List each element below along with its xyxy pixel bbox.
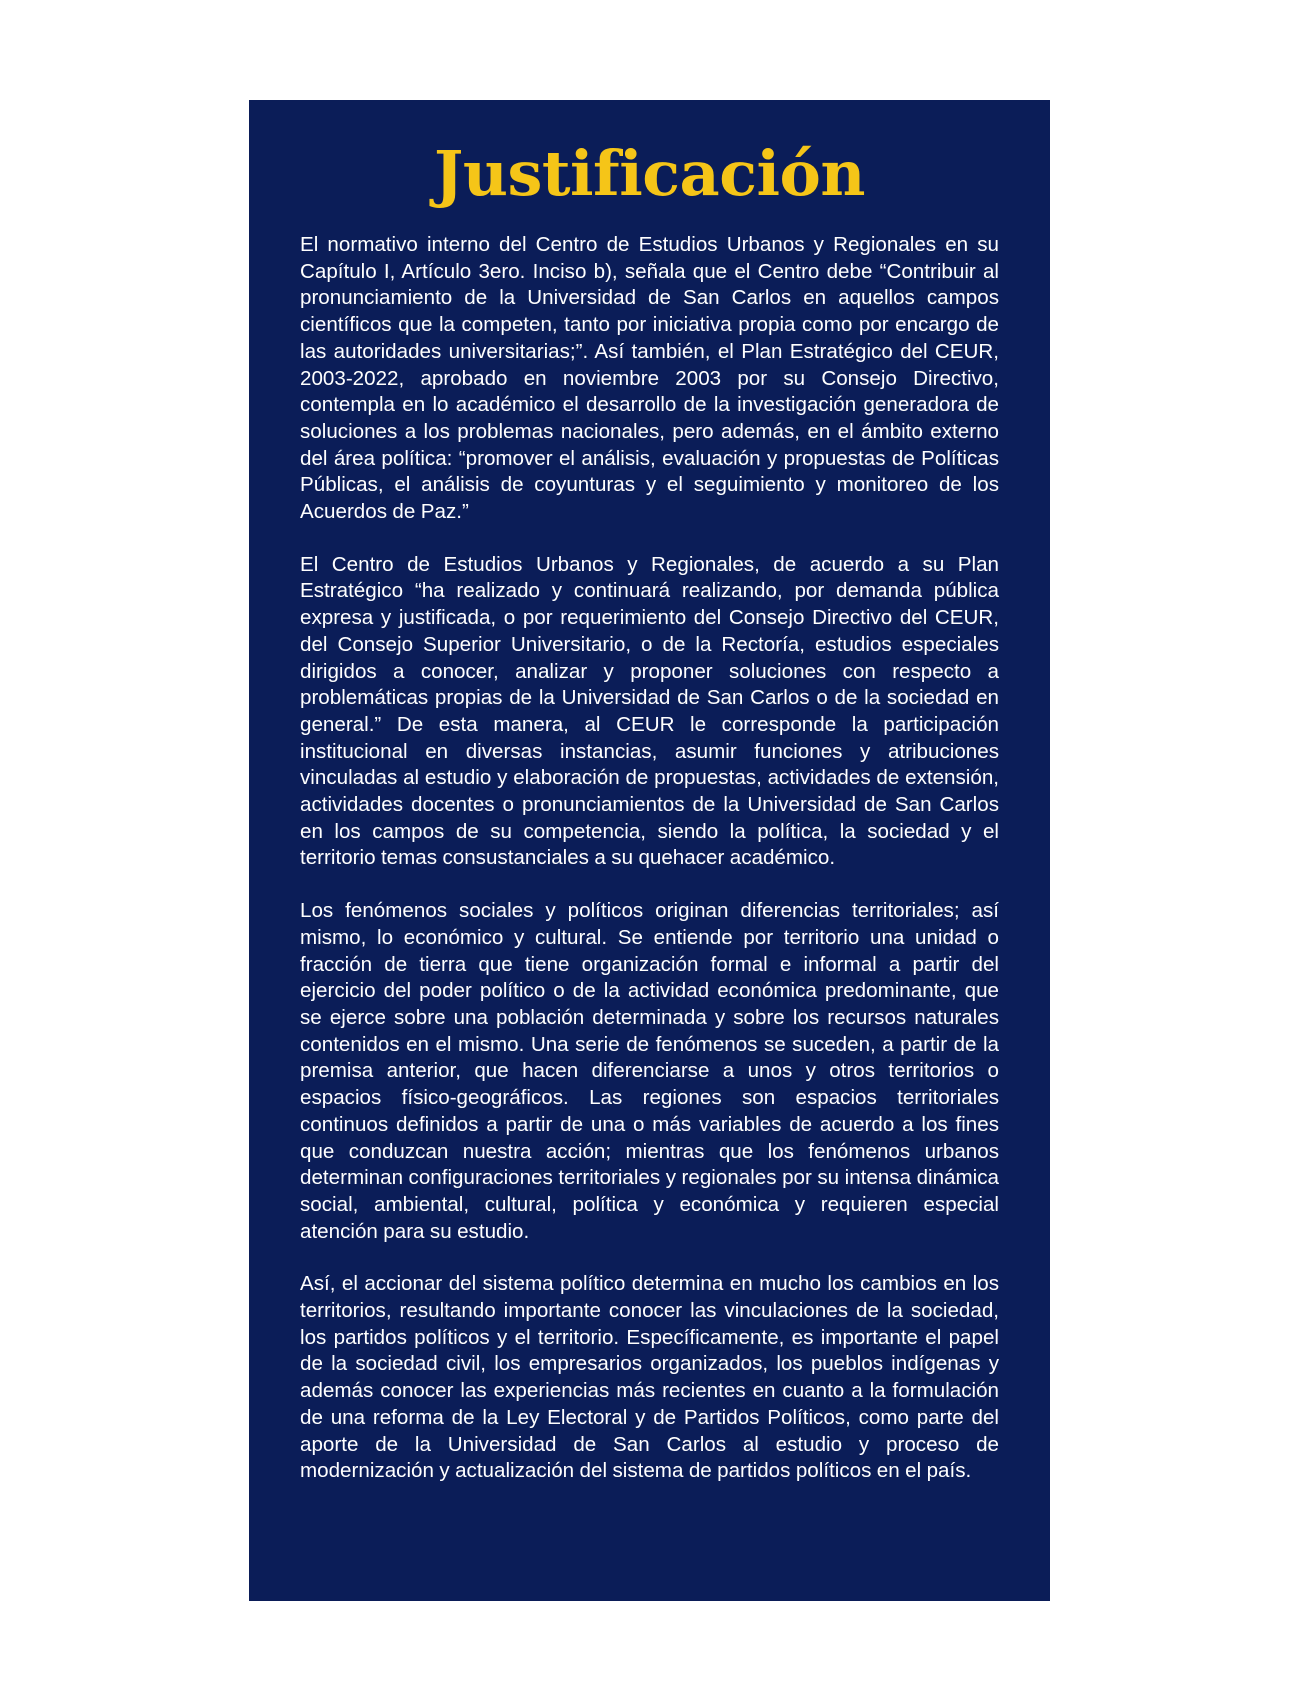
paragraph-4: Así, el accionar del sistema político determina en mucho los cambios en los territorios, resultando importante conocer las vinculaciones de la sociedad, los partidos políticos y el territorio. Específicamente, es importante el papel de la sociedad civil, los empresarios organizados, los pueblos indígenas y además conocer las experiencias más recientes en cuanto a la formulación de una reforma de la Ley Electoral y de Partidos Políticos, como parte del aporte de la Universidad de San Carlos al estudio y proceso de modernización y actualización del sistema de partidos políticos en el país. [300, 1272, 999, 1483]
paragraph-2: El Centro de Estudios Urbanos y Regionales, de acuerdo a su Plan Estratégico “ha realizado y continuará realizando, por demanda pública expresa y justificada, o por requerimiento del Consejo Directivo del CEUR, del Consejo Superior Universitario, o de la Rectoría, estudios especiales dirigidos a conocer, analizar y proponer soluciones con respecto a problemáticas propias de la Universidad de San Carlos o de la sociedad en general.” De esta manera, al CEUR le corresponde la participación institucional en diversas instancias, asumir funciones y atribuciones vinculadas al estudio y elaboración de propuestas, actividades de extensión, actividades docentes o pronunciamientos de la Universidad de San Carlos en los campos de su competencia, siendo la política, la sociedad y el territorio temas consustanciales a su quehacer académico. [300, 552, 999, 870]
body-text [300, 232, 999, 1485]
page-title: Justificación [434, 137, 865, 210]
paragraph-1: El normativo interno del Centro de Estudios Urbanos y Regionales en su Capítulo I, Artículo 3ero. Inciso b), señala que el Centro debe “Contribuir al pronunciamiento de la Universidad de San Carlos en aquellos campos científicos que la competen, tanto por iniciativa propia como por encargo de las autoridades universitarias;”. Así también, el Plan Estratégico del CEUR, 2003-2022, aprobado en noviembre 2003 por su Consejo Directivo, contempla en lo académico el desarrollo de la investigación generadora de soluciones a los problemas nacionales, pero además, en el ámbito externo del área política: “promover el análisis, evaluación y propuestas de Políticas Públicas, el análisis de coyunturas y el seguimiento y monitoreo de los Acuerdos de Paz.” [300, 233, 999, 524]
paragraph-3: Los fenómenos sociales y políticos originan diferencias territoriales; así mismo, lo económico y cultural. Se entiende por territorio una unidad o fracción de tierra que tiene organización formal e informal a partir del ejercicio del poder político o de la actividad económica predominante, que se ejerce sobre una población determinada y sobre los recursos naturales contenidos en el mismo. Una serie de fenómenos se suceden, a partir de la premisa anterior, que hacen diferenciarse a unos y otros territorios o espacios físico-geográficos. Las regiones son espacios territoriales continuos definidos a partir de una o más variables de acuerdo a los fines que conduzcan nuestra acción; mientras que los fenómenos urbanos determinan configuraciones territoriales y regionales por su intensa dinámica social, ambiental, cultural, política y económica y requieren especial atención para su estudio. [300, 899, 999, 1243]
justification-panel [249, 100, 1050, 1601]
